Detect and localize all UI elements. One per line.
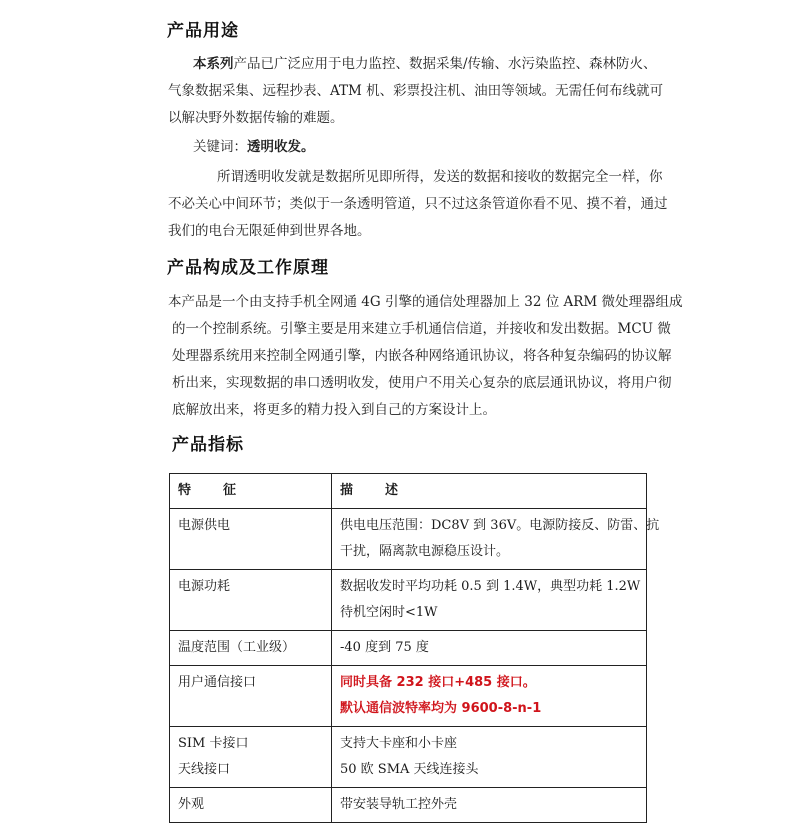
row-feature-line: SIM 卡接口 (178, 736, 249, 751)
principle-line-2: 的一个控制系统。引擎主要是用来建立手机通信信道，并接收和发出数据。MCU 微 (172, 321, 671, 337)
heading-specs: 产品指标 (172, 435, 244, 455)
row-description (332, 788, 647, 823)
heading-principle: 产品构成及工作原理 (167, 258, 329, 278)
transparent-line-1: 所谓透明收发就是数据所见即所得，发送的数据和接收的数据完全一样，你 (217, 169, 663, 185)
principle-line-1: 本产品是一个由支持手机全网通 4G 引擎的通信处理器加上 32 位 ARM 微处理器组成 (168, 294, 683, 310)
row-feature (170, 727, 332, 788)
row-feature-line: 天线接口 (178, 762, 231, 777)
principle-line-3: 处理器系统用来控制全网通引擎，内嵌各种网络通讯协议，将各种复杂编码的协议解 (172, 348, 672, 364)
table-row (170, 570, 647, 631)
row-feature: 外观 (170, 788, 332, 823)
row-description-line-highlight: 同时具备 232 接口+485 接口。 (340, 675, 536, 690)
row-description (332, 666, 647, 727)
row-description-line: 带安装导轨工控外壳 (340, 797, 458, 812)
keyword-label: 关键词： (193, 139, 247, 155)
table-row (170, 727, 647, 788)
transparent-line-3: 我们的电台无限延伸到世界各地。 (168, 223, 371, 239)
heading-usage: 产品用途 (167, 21, 239, 41)
usage-line-1-text: 产品已广泛应用于电力监控、数据采集/传输、水污染监控、森林防火、 (233, 56, 657, 72)
principle-line-5: 底解放出来，将更多的精力投入到自己的方案设计上。 (172, 402, 496, 418)
row-description (332, 727, 647, 788)
row-description-line: 数据收发时平均功耗 0.5 到 1.4W，典型功耗 1.2W (340, 579, 641, 594)
row-description-line: 50 欧 SMA 天线连接头 (340, 762, 479, 777)
col-header-description: 描 述 (332, 474, 647, 509)
row-feature: 用户通信接口 (170, 666, 332, 727)
usage-line-2: 气象数据采集、远程抄表、ATM 机、彩票投注机、油田等领域。无需任何布线就可 (168, 83, 664, 99)
row-feature: 电源功耗 (170, 570, 332, 631)
usage-line-1 (193, 52, 657, 72)
table-row (170, 631, 647, 666)
spec-table-header-row (170, 474, 647, 509)
transparent-line-2: 不必关心中间环节；类似于一条透明管道，只不过这条管道你看不见、摸不着，通过 (168, 196, 668, 212)
row-description (332, 509, 660, 570)
row-description-line: -40 度到 75 度 (340, 640, 429, 655)
usage-bold-lead: 本系列 (193, 56, 234, 72)
row-description-line-highlight: 默认通信波特率均为 9600-8-n-1 (340, 701, 542, 716)
principle-line-4: 析出来，实现数据的串口透明收发，使用户不用关心复杂的底层通讯协议，将用户彻 (172, 375, 672, 391)
table-row (170, 788, 647, 823)
col-header-feature: 特 征 (170, 474, 332, 509)
row-description-line: 供电电压范围：DC8V 到 36V。电源防接反、防雷、抗 (340, 518, 660, 533)
keyword-value: 透明收发。 (247, 139, 315, 155)
row-description-line: 干扰，隔离款电源稳压设计。 (340, 544, 510, 559)
row-description (332, 570, 647, 631)
table-row (170, 666, 647, 727)
row-description-line: 待机空闲时<1W (340, 605, 438, 620)
row-description (332, 631, 647, 666)
row-description-line: 支持大卡座和小卡座 (340, 736, 458, 751)
row-feature: 温度范围（工业级） (170, 631, 332, 666)
spec-table (169, 473, 660, 823)
keyword-line (193, 135, 315, 155)
usage-line-3: 以解决野外数据传输的难题。 (168, 110, 344, 126)
table-row (170, 509, 647, 570)
row-feature: 电源供电 (170, 509, 332, 570)
